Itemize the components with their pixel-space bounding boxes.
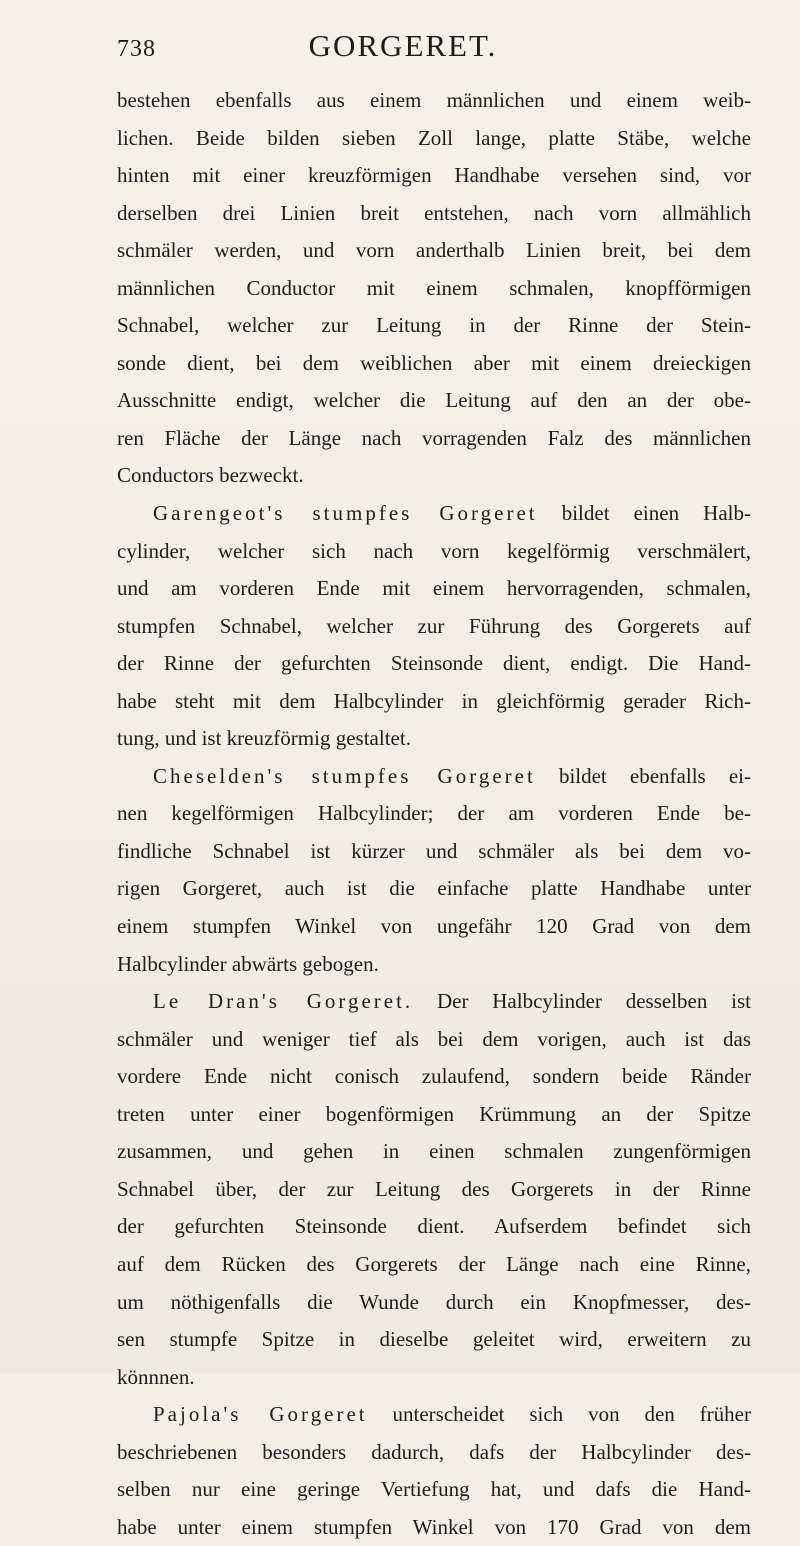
text-line: lichen. Beide bilden sieben Zoll lange, platte Stäbe, welche	[117, 125, 751, 150]
text-line: einem stumpfen Winkel von ungefähr 120 Grad von dem	[117, 914, 751, 939]
text-line: männlichen Conductor mit einem schmalen, knopfförmigen	[117, 275, 751, 300]
text-line	[117, 983, 751, 1021]
spaced-heading: Garengeot's stumpfes Gorgeret	[153, 501, 538, 526]
body-text	[117, 82, 751, 1546]
text-line: hinten mit einer kreuzförmigen Handhabe versehen sind, vor	[117, 163, 751, 188]
text-line: Halbcylinder abwärts gebogen.	[117, 951, 379, 976]
text-line	[117, 495, 751, 533]
text-line: beschriebenen besonders dadurch, dafs der Halbcylinder des-	[117, 1439, 751, 1464]
page-header	[0, 28, 800, 68]
text-line: zusammen, und gehen in einen schmalen zungenförmigen	[117, 1139, 751, 1164]
line-text: unterscheidet sich von den früher	[367, 1402, 751, 1427]
text-line: schmäler und weniger tief als bei dem vorigen, auch ist das	[117, 1026, 751, 1051]
text-line: der gefurchten Steinsonde dient. Aufserdem befindet sich	[117, 1214, 751, 1239]
text-line	[117, 1396, 751, 1434]
running-title: GORGERET.	[308, 28, 498, 63]
text-line: vordere Ende nicht conisch zulaufend, sondern beide Ränder	[117, 1064, 751, 1089]
text-line: bestehen ebenfalls aus einem männlichen und einem weib-	[117, 88, 751, 112]
text-line: treten unter einer bogenförmigen Krümmung an der Spitze	[117, 1101, 751, 1126]
text-line: um nöthigenfalls die Wunde durch ein Knopfmesser, des-	[117, 1289, 751, 1314]
text-line: nen kegelförmigen Halbcylinder; der am vorderen Ende be-	[117, 801, 751, 826]
spaced-heading: Cheselden's stumpfes Gorgeret	[153, 763, 536, 788]
text-line: habe unter einem stumpfen Winkel von 170 Grad von dem	[117, 1514, 751, 1539]
text-line: selben nur eine geringe Vertiefung hat, und dafs die Hand-	[117, 1477, 751, 1502]
text-line: schmäler werden, und vorn anderthalb Linien breit, bei dem	[117, 238, 751, 263]
text-line: rigen Gorgeret, auch ist die einfache platte Handhabe unter	[117, 876, 751, 901]
text-line: könnnen.	[117, 1364, 195, 1389]
text-line: ren Fläche der Länge nach vorragenden Falz des männlichen	[117, 425, 751, 450]
line-text: bildet einen Halb-	[537, 501, 751, 526]
text-line: Ausschnitte endigt, welcher die Leitung auf den an der obe-	[117, 388, 751, 413]
spaced-heading: Pajola's Gorgeret	[153, 1402, 368, 1427]
text-line: cylinder, welcher sich nach vorn kegelförmig verschmälert,	[117, 538, 751, 563]
page-number: 738	[117, 36, 156, 62]
text-line: stumpfen Schnabel, welcher zur Führung des Gorgerets auf	[117, 613, 751, 638]
text-line: auf dem Rücken des Gorgerets der Länge nach eine Rinne,	[117, 1251, 751, 1276]
text-line	[117, 758, 751, 796]
text-line: Schnabel, welcher zur Leitung in der Rinne der Stein-	[117, 313, 751, 338]
text-line: und am vorderen Ende mit einem hervorragenden, schmalen,	[117, 576, 751, 601]
text-line: findliche Schnabel ist kürzer und schmäler als bei dem vo-	[117, 838, 751, 863]
line-text: bildet ebenfalls ei-	[535, 763, 751, 788]
spaced-heading: Le Dran's Gorgeret.	[153, 989, 414, 1014]
text-line: derselben drei Linien breit entstehen, nach vorn allmählich	[117, 200, 751, 225]
text-line: Schnabel über, der zur Leitung des Gorgerets in der Rinne	[117, 1176, 751, 1201]
text-line: sonde dient, bei dem weiblichen aber mit einem dreieckigen	[117, 350, 751, 375]
text-line: der Rinne der gefurchten Steinsonde dient, endigt. Die Hand-	[117, 651, 751, 676]
line-text: Der Halbcylinder desselben ist	[413, 989, 751, 1014]
text-line: sen stumpfe Spitze in dieselbe geleitet wird, erweitern zu	[117, 1327, 751, 1352]
text-line: tung, und ist kreuzförmig gestaltet.	[117, 726, 411, 751]
text-line: Conductors bezweckt.	[117, 463, 304, 488]
text-line: habe steht mit dem Halbcylinder in gleichförmig gerader Rich-	[117, 688, 751, 713]
